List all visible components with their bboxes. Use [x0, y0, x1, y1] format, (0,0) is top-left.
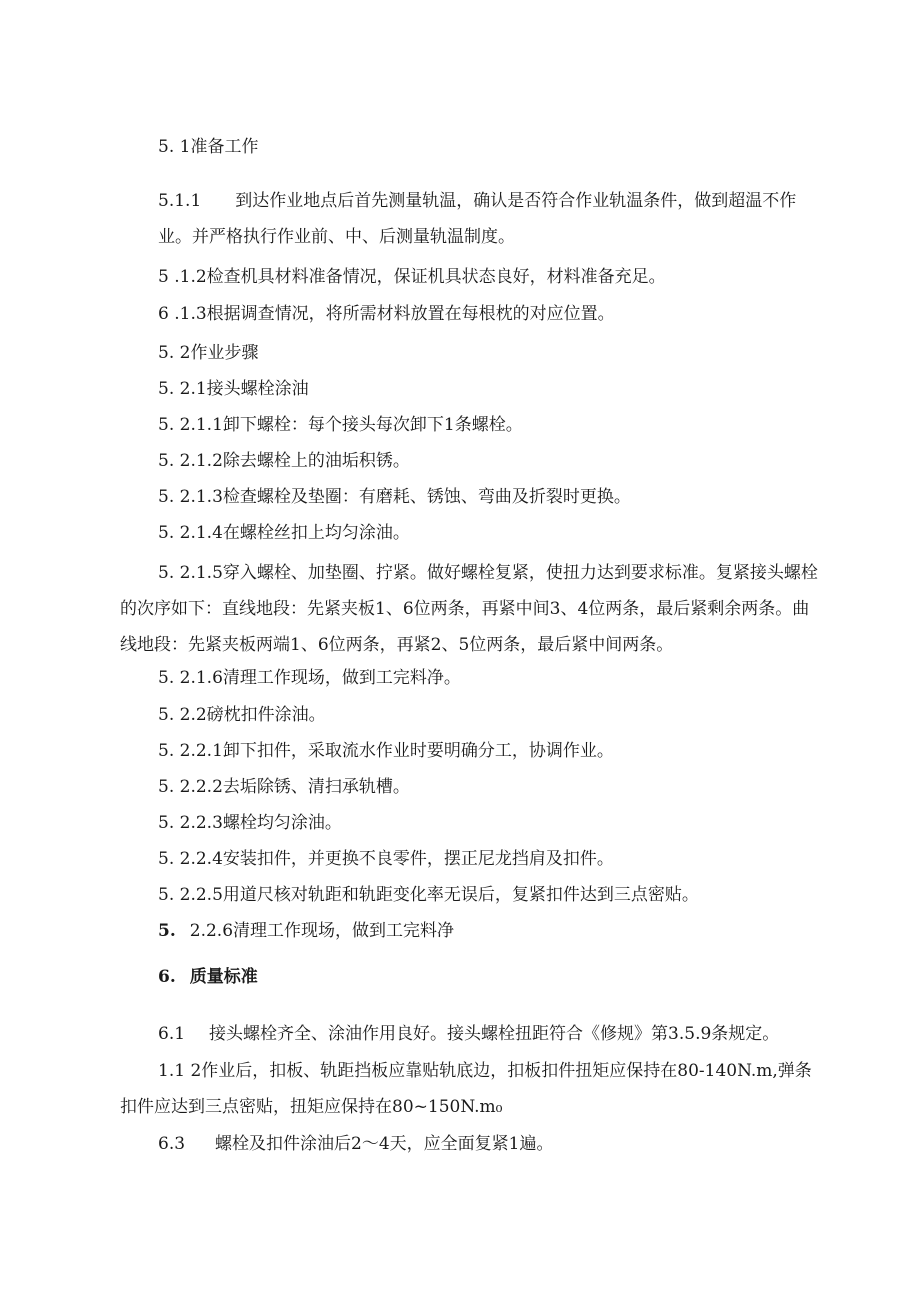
section-number: 5. 1	[158, 137, 191, 157]
clause-text: 到达作业地点后首先测量轨温，确认是否符合作业轨温条件，做到超温不作业。并严格执行作业前、中、后测量轨温制度。	[158, 191, 797, 247]
clause-number: 5. 2.2.2	[158, 777, 223, 797]
clause-text: 用道尺核对轨距和轨距变化率无误后，复紧扣件达到三点密贴。	[222, 885, 699, 905]
clause-text: 螺栓均匀涂油。	[222, 813, 342, 833]
clause-line	[158, 884, 699, 906]
section-number: 5. 2	[158, 343, 191, 363]
clause-text: 根据调查情况，将所需材料放置在每根枕的对应位置。	[206, 304, 615, 324]
clause-text: 作业后，扣板、轨距挡板应靠贴轨底边，扣板扣件扭矩应保持在80-140N.m,弹条扣件应达到三点密贴，扭矩应保持在80~150N.m₀	[120, 1061, 812, 1117]
clause-number: 5.	[158, 921, 176, 941]
clause-line	[158, 667, 461, 689]
section-heading	[158, 966, 258, 988]
clause-text: 检查机具材料准备情况，保证机具状态良好，材料准备充足。	[206, 267, 666, 287]
clause-line	[158, 1023, 779, 1045]
clause-line	[158, 920, 454, 942]
clause-text: 穿入螺栓、加垫圈、拧紧。做好螺栓复紧，使扭力达到要求标准。复紧接头螺栓的次序如下：直线地段：先紧夹板1、6位两条，再紧中间3、4位两条，最后紧剩余两条。曲线地段：先紧夹板两端1、6位两条，再紧2、5位两条，最后紧中间两条。	[120, 563, 818, 655]
clause-number: 5.1.1	[158, 191, 202, 211]
clause-line	[158, 486, 631, 508]
clause-line	[158, 740, 614, 762]
clause-text: 接头螺栓涂油	[206, 379, 309, 399]
section-number: 6.	[158, 967, 176, 987]
paragraph	[120, 1053, 820, 1125]
clause-line	[158, 704, 326, 726]
clause-text: 磅枕扣件涂油。	[206, 705, 326, 725]
clause-text: 去垢除锈、清扫承轨槽。	[222, 777, 410, 797]
clause-number: 5. 2.1.1	[158, 415, 223, 435]
clause-number: 1.1 2	[158, 1061, 202, 1081]
clause-text: 检查螺栓及垫圈：有磨耗、锈蚀、弯曲及折裂时更换。	[222, 487, 631, 507]
clause-number: 5. 2.2.1	[158, 741, 223, 761]
clause-line	[158, 378, 309, 400]
clause-number: 5 .1.2	[158, 267, 207, 287]
clause-line	[158, 266, 666, 288]
clause-text: 卸下螺栓：每个接头每次卸下1条螺栓。	[222, 415, 523, 435]
section-heading	[158, 342, 258, 364]
clause-line	[158, 450, 410, 472]
paragraph	[158, 183, 820, 255]
clause-text: 螺栓及扣件涂油后2～4天，应全面复紧1遍。	[215, 1134, 554, 1154]
clause-text: 在螺栓丝扣上均匀涂油。	[222, 523, 410, 543]
clause-number: 5. 2.1.2	[158, 451, 223, 471]
clause-text: 2.2.6清理工作现场，做到工完料净	[189, 921, 455, 941]
clause-number: 6 .1.3	[158, 304, 207, 324]
section-heading	[158, 136, 258, 158]
clause-text: 安装扣件，并更换不良零件，摆正尼龙挡肩及扣件。	[222, 849, 614, 869]
clause-line	[158, 1133, 554, 1155]
clause-number: 5. 2.2.4	[158, 849, 223, 869]
clause-number: 5. 2.2.3	[158, 813, 223, 833]
section-title: 质量标准	[189, 967, 258, 987]
clause-number: 6.1	[158, 1024, 186, 1044]
paragraph	[120, 555, 820, 663]
clause-number: 5. 2.1.3	[158, 487, 223, 507]
clause-text: 接头螺栓齐全、涂油作用良好。接头螺栓扭距符合《修规》第3.5.9条规定。	[209, 1024, 780, 1044]
clause-number: 5. 2.1.5	[158, 563, 223, 583]
clause-text: 清理工作现场，做到工完料净。	[222, 668, 461, 688]
section-title: 准备工作	[190, 137, 259, 157]
clause-number: 5. 2.1	[158, 379, 207, 399]
clause-number: 5. 2.2	[158, 705, 207, 725]
clause-line	[158, 776, 410, 798]
clause-number: 5. 2.2.5	[158, 885, 223, 905]
clause-line	[158, 522, 410, 544]
clause-number: 5. 2.1.4	[158, 523, 223, 543]
clause-text: 卸下扣件，采取流水作业时要明确分工，协调作业。	[222, 741, 614, 761]
clause-line	[158, 812, 342, 834]
clause-line	[158, 303, 615, 325]
clause-number: 6.3	[158, 1134, 186, 1154]
clause-line	[158, 848, 614, 870]
clause-text: 除去螺栓上的油垢积锈。	[222, 451, 410, 471]
section-title: 作业步骤	[190, 343, 259, 363]
clause-line	[158, 414, 523, 436]
clause-number: 5. 2.1.6	[158, 668, 223, 688]
